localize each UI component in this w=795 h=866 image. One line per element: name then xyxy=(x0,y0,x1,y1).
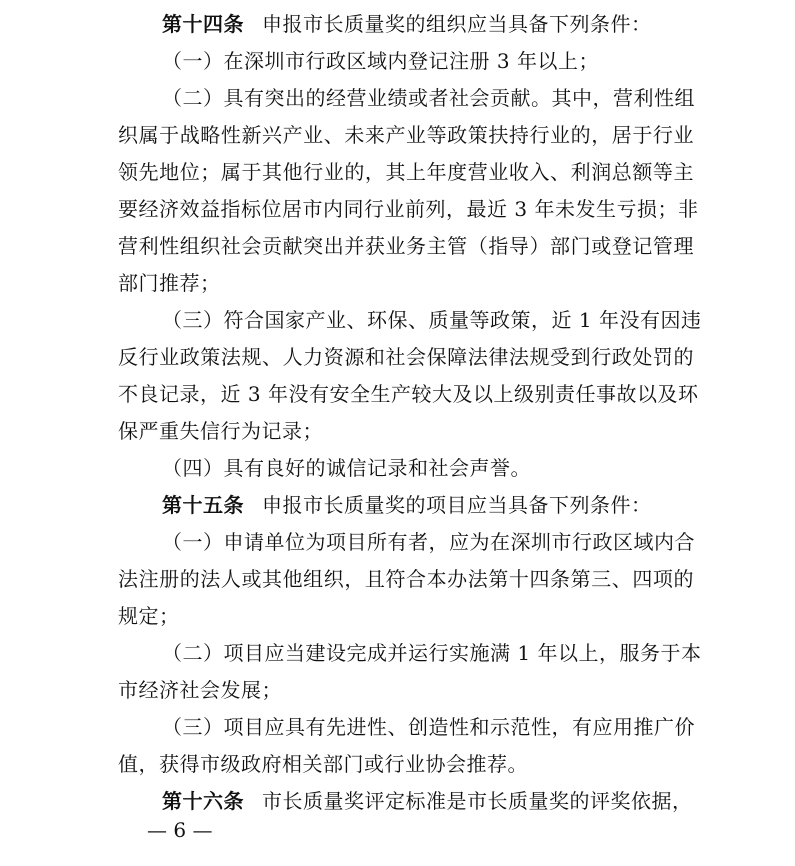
a15-item1-line2: 法注册的法人或其他组织，且符合本办法第十四条第三、四项的 xyxy=(118,567,694,591)
document-page xyxy=(118,6,702,820)
page-number: — 6 — xyxy=(147,818,213,842)
article-14-number: 第十四条 xyxy=(162,12,244,36)
a15-item2-line2: 市经济社会发展； xyxy=(118,678,282,702)
article-15-heading xyxy=(118,487,694,524)
a14-item3-line4: 保严重失信行为记录； xyxy=(118,419,323,443)
article-15-text: 申报市长质量奖的项目应当具备下列条件： xyxy=(262,493,652,517)
article-14-heading xyxy=(118,6,694,43)
a14-item2-line6: 部门推荐； xyxy=(118,271,221,295)
a14-item3-line1: （三）符合国家产业、环保、质量等政策，近 1 年没有因违 xyxy=(162,308,702,332)
a15-item3-line1: （三）项目应具有先进性、创造性和示范性，有应用推广价 xyxy=(162,715,695,739)
article-16-text: 市长质量奖评定标准是市长质量奖的评奖依据， xyxy=(262,789,693,813)
a14-item2-line5: 营利性组织社会贡献突出并获业务主管（指导）部门或登记管理 xyxy=(118,234,694,258)
a15-item2-line1: （二）项目应当建设完成并运行实施满 1 年以上，服务于本 xyxy=(162,641,702,665)
a14-item4-line1: （四）具有良好的诚信记录和社会声誉。 xyxy=(162,456,531,480)
article-14-text: 申报市长质量奖的组织应当具备下列条件： xyxy=(262,12,652,36)
a14-item2-line4: 要经济效益指标位居市内同行业前列，最近 3 年未发生亏损；非 xyxy=(118,197,699,221)
a15-item1-line3: 规定； xyxy=(118,604,180,628)
a14-item1-line1: （一）在深圳市行政区域内登记注册 3 年以上； xyxy=(162,49,599,73)
a14-item2-line2: 织属于战略性新兴产业、未来产业等政策扶持行业的，居于行业 xyxy=(118,123,694,147)
a14-item3-line2: 反行业政策法规、人力资源和社会保障法律法规受到行政处罚的 xyxy=(118,345,694,369)
a14-item2-line3: 领先地位；属于其他行业的，其上年度营业收入、利润总额等主 xyxy=(118,160,694,184)
a15-item3-line2: 值，获得市级政府相关部门或行业协会推荐。 xyxy=(118,752,528,776)
a15-item1-line1: （一）申请单位为项目所有者，应为在深圳市行政区域内合 xyxy=(162,530,695,554)
a14-item3-line3: 不良记录，近 3 年没有安全生产较大及以上级别责任事故以及环 xyxy=(118,382,699,406)
article-16-number: 第十六条 xyxy=(162,789,244,813)
article-15-number: 第十五条 xyxy=(162,493,244,517)
a14-item2-line1: （二）具有突出的经营业绩或者社会贡献。其中，营利性组 xyxy=(162,86,695,110)
